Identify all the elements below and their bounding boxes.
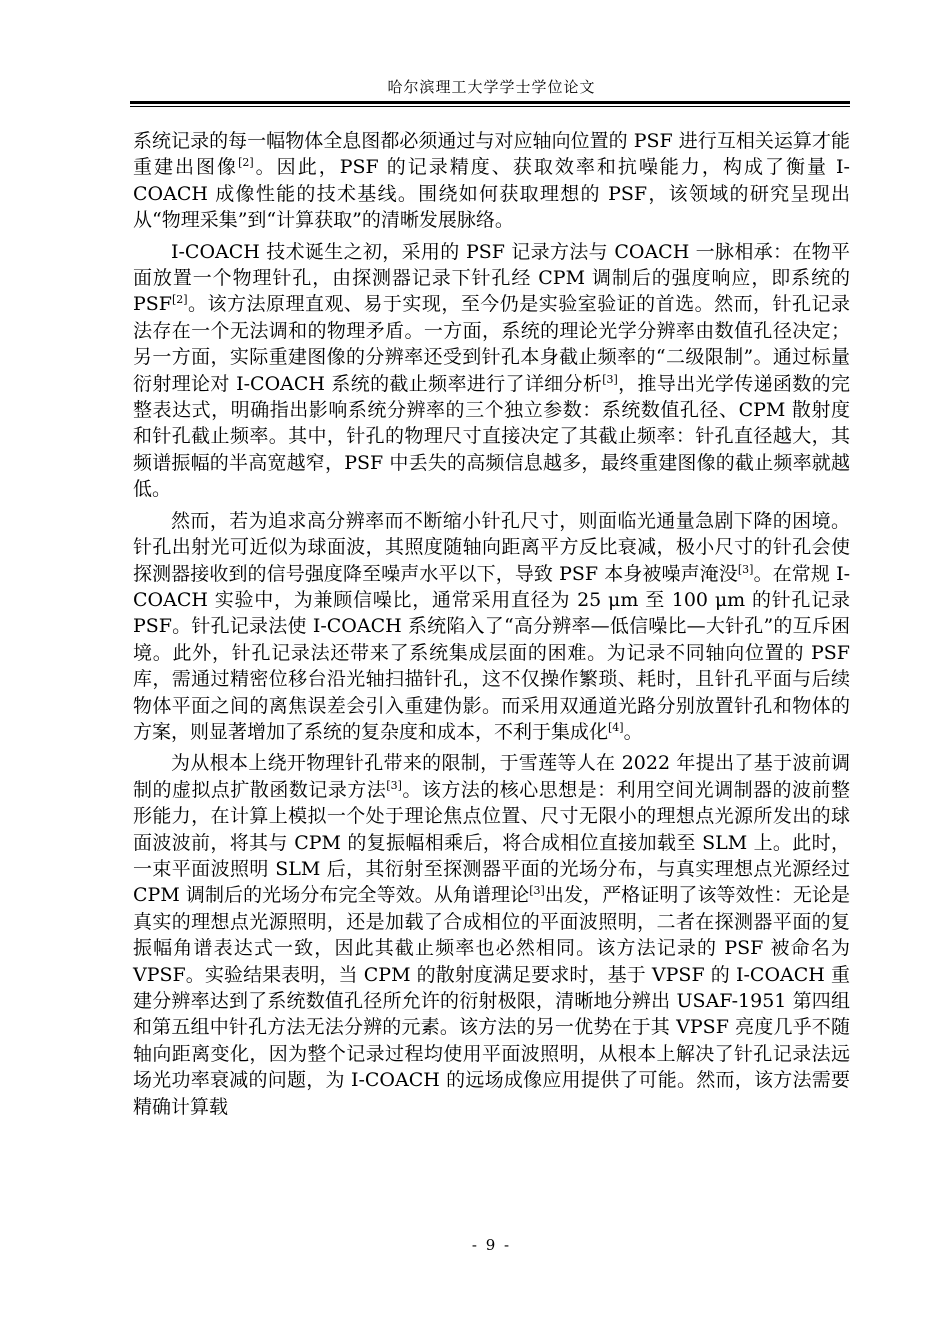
paragraph-2-text-3: ，推导出光学传递函数的完整表达式，明确指出影响系统分辨率的三个独立参数：系统数值孔径、CPM 散射度和针孔截止频率。其中，针孔的物理尺寸直接决定了其截止频率：针孔直径越大，其频谱振幅的半高宽越窄，PSF 中丢失的高频信息越多，最终重建图像的截止频率就越低。 <box>133 372 850 501</box>
paragraph-4-text-3: 出发，严格证明了该等效性：无论是真实的理想点光源照明，还是加载了合成相位的平面波照明，二者在探测器平面的复振幅角谱表达式一致，因此其截止频率也必然相同。该方法记录的 PSF 被命名为 VPSF。实验结果表明，当 CPM 的散射度满足要求时，基于 VPSF 的 I-COACH 重建分辨率达到了系统数值孔径所允许的衍射极限，清晰地分辨出 USAF-1951 第四组和第五组中针孔方法无法分辨的元素。该方法的另一优势在于其 VPSF 亮度几乎不随轴向距离变化，因为整个记录过程均使用平面波照明，从根本上解决了针孔记录法远场光功率衰减的问题，为 I-COACH 的远场成像应用提供了可能。然而，该方法需要精确计算载 <box>133 884 850 1118</box>
paragraph-3-text-2: 。在常规 I-COACH 实验中，为兼顾信噪比，通常采用直径为 25 μm 至 100 μm 的针孔记录 PSF。针孔记录法使 I-COACH 系统陷入了“高分辨率—低信噪比—大针孔”的互斥困境。此外，针孔记录法还带来了系统集成层面的困难。为记录不同轴向位置的 PSF 库，需通过精密位移台沿光轴扫描针孔，这不仅操作繁琐、耗时，且针孔平面与后续物体平面之间的离焦误差会引入重建伪影。而采用双通道光路分别放置针孔和物体的方案，则显著增加了系统的复杂度和成本，不利于集成化 <box>133 562 850 743</box>
paragraph-4-text-1: 为从根本上绕开物理针孔带来的限制，于雪莲等人在 2022 年提出了基于波前调制的虚拟点扩散函数记录方法 <box>133 752 850 801</box>
paragraph-4 <box>133 750 850 1120</box>
paragraph-1-text-2: 。因此，PSF 的记录精度、获取效率和抗噪能力，构成了衡量 I-COACH 成像性能的技术基线。围绕如何获取理想的 PSF，该领域的研究呈现出从“物理采集”到“计算获取”的清晰发展脉络。 <box>133 156 850 232</box>
citation-3: [3] <box>529 884 545 898</box>
paragraph-2 <box>133 239 850 503</box>
citation-3: [3] <box>602 372 618 386</box>
citation-3: [3] <box>386 778 402 792</box>
citation-2: [2] <box>171 293 188 307</box>
paragraph-3 <box>133 508 850 746</box>
citation-3: [3] <box>737 562 754 576</box>
paragraph-2-text-2: 。该方法原理直观、易于实现，至今仍是实验室验证的首选。然而，针孔记录法存在一个无法调和的物理矛盾。一方面，系统的理论光学分辨率由数值孔径决定；另一方面，实际重建图像的分辨率还受到针孔本身截止频率的“二级限制”。通过标量衍射理论对 I-COACH 系统的截止频率进行了详细分析 <box>133 293 850 395</box>
page-number: - 9 - <box>471 1236 512 1254</box>
paragraph-1-text-1: 系统记录的每一幅物体全息图都必须通过与对应轴向位置的 PSF 进行互相关运算才能重建出图像 <box>133 130 850 179</box>
paragraph-3-text-3: 。 <box>623 720 643 743</box>
header-rule-thin <box>130 106 850 107</box>
paragraph-3-text-1: 然而，若为追求高分辨率而不断缩小针孔尺寸，则面临光通量急剧下降的困境。针孔出射光可近似为球面波，其照度随轴向距离平方反比衰减，极小尺寸的针孔会使探测器接收到的信号强度降至噪声水平以下，导致 PSF 本身被噪声淹没 <box>133 509 850 585</box>
citation-2: [2] <box>238 156 254 170</box>
paragraph-4-text-2: 。该方法的核心思想是：利用空间光调制器的波前整形能力，在计算上模拟一个处于理论焦点位置、尺寸无限小的理想点光源所发出的球面波波前，将其与 CPM 的复振幅相乘后，将合成相位直接加载至 SLM 上。此时，一束平面波照明 SLM 后，其衍射至探测器平面的光场分布，与真实理想点光源经过 CPM 调制后的光场分布完全等效。从角谱理论 <box>133 778 850 907</box>
paragraph-1 <box>133 128 850 234</box>
running-header: 哈尔滨理工大学学士学位论文 <box>387 78 596 96</box>
body-text <box>133 128 850 1125</box>
header-rule-thick <box>130 101 850 104</box>
paragraph-2-text-1: I-COACH 技术诞生之初，采用的 PSF 记录方法与 COACH 一脉相承：在物平面放置一个物理针孔，由探测器记录下针孔经 CPM 调制后的强度响应，即系统的 PSF <box>133 240 850 316</box>
citation-4: [4] <box>608 720 624 734</box>
